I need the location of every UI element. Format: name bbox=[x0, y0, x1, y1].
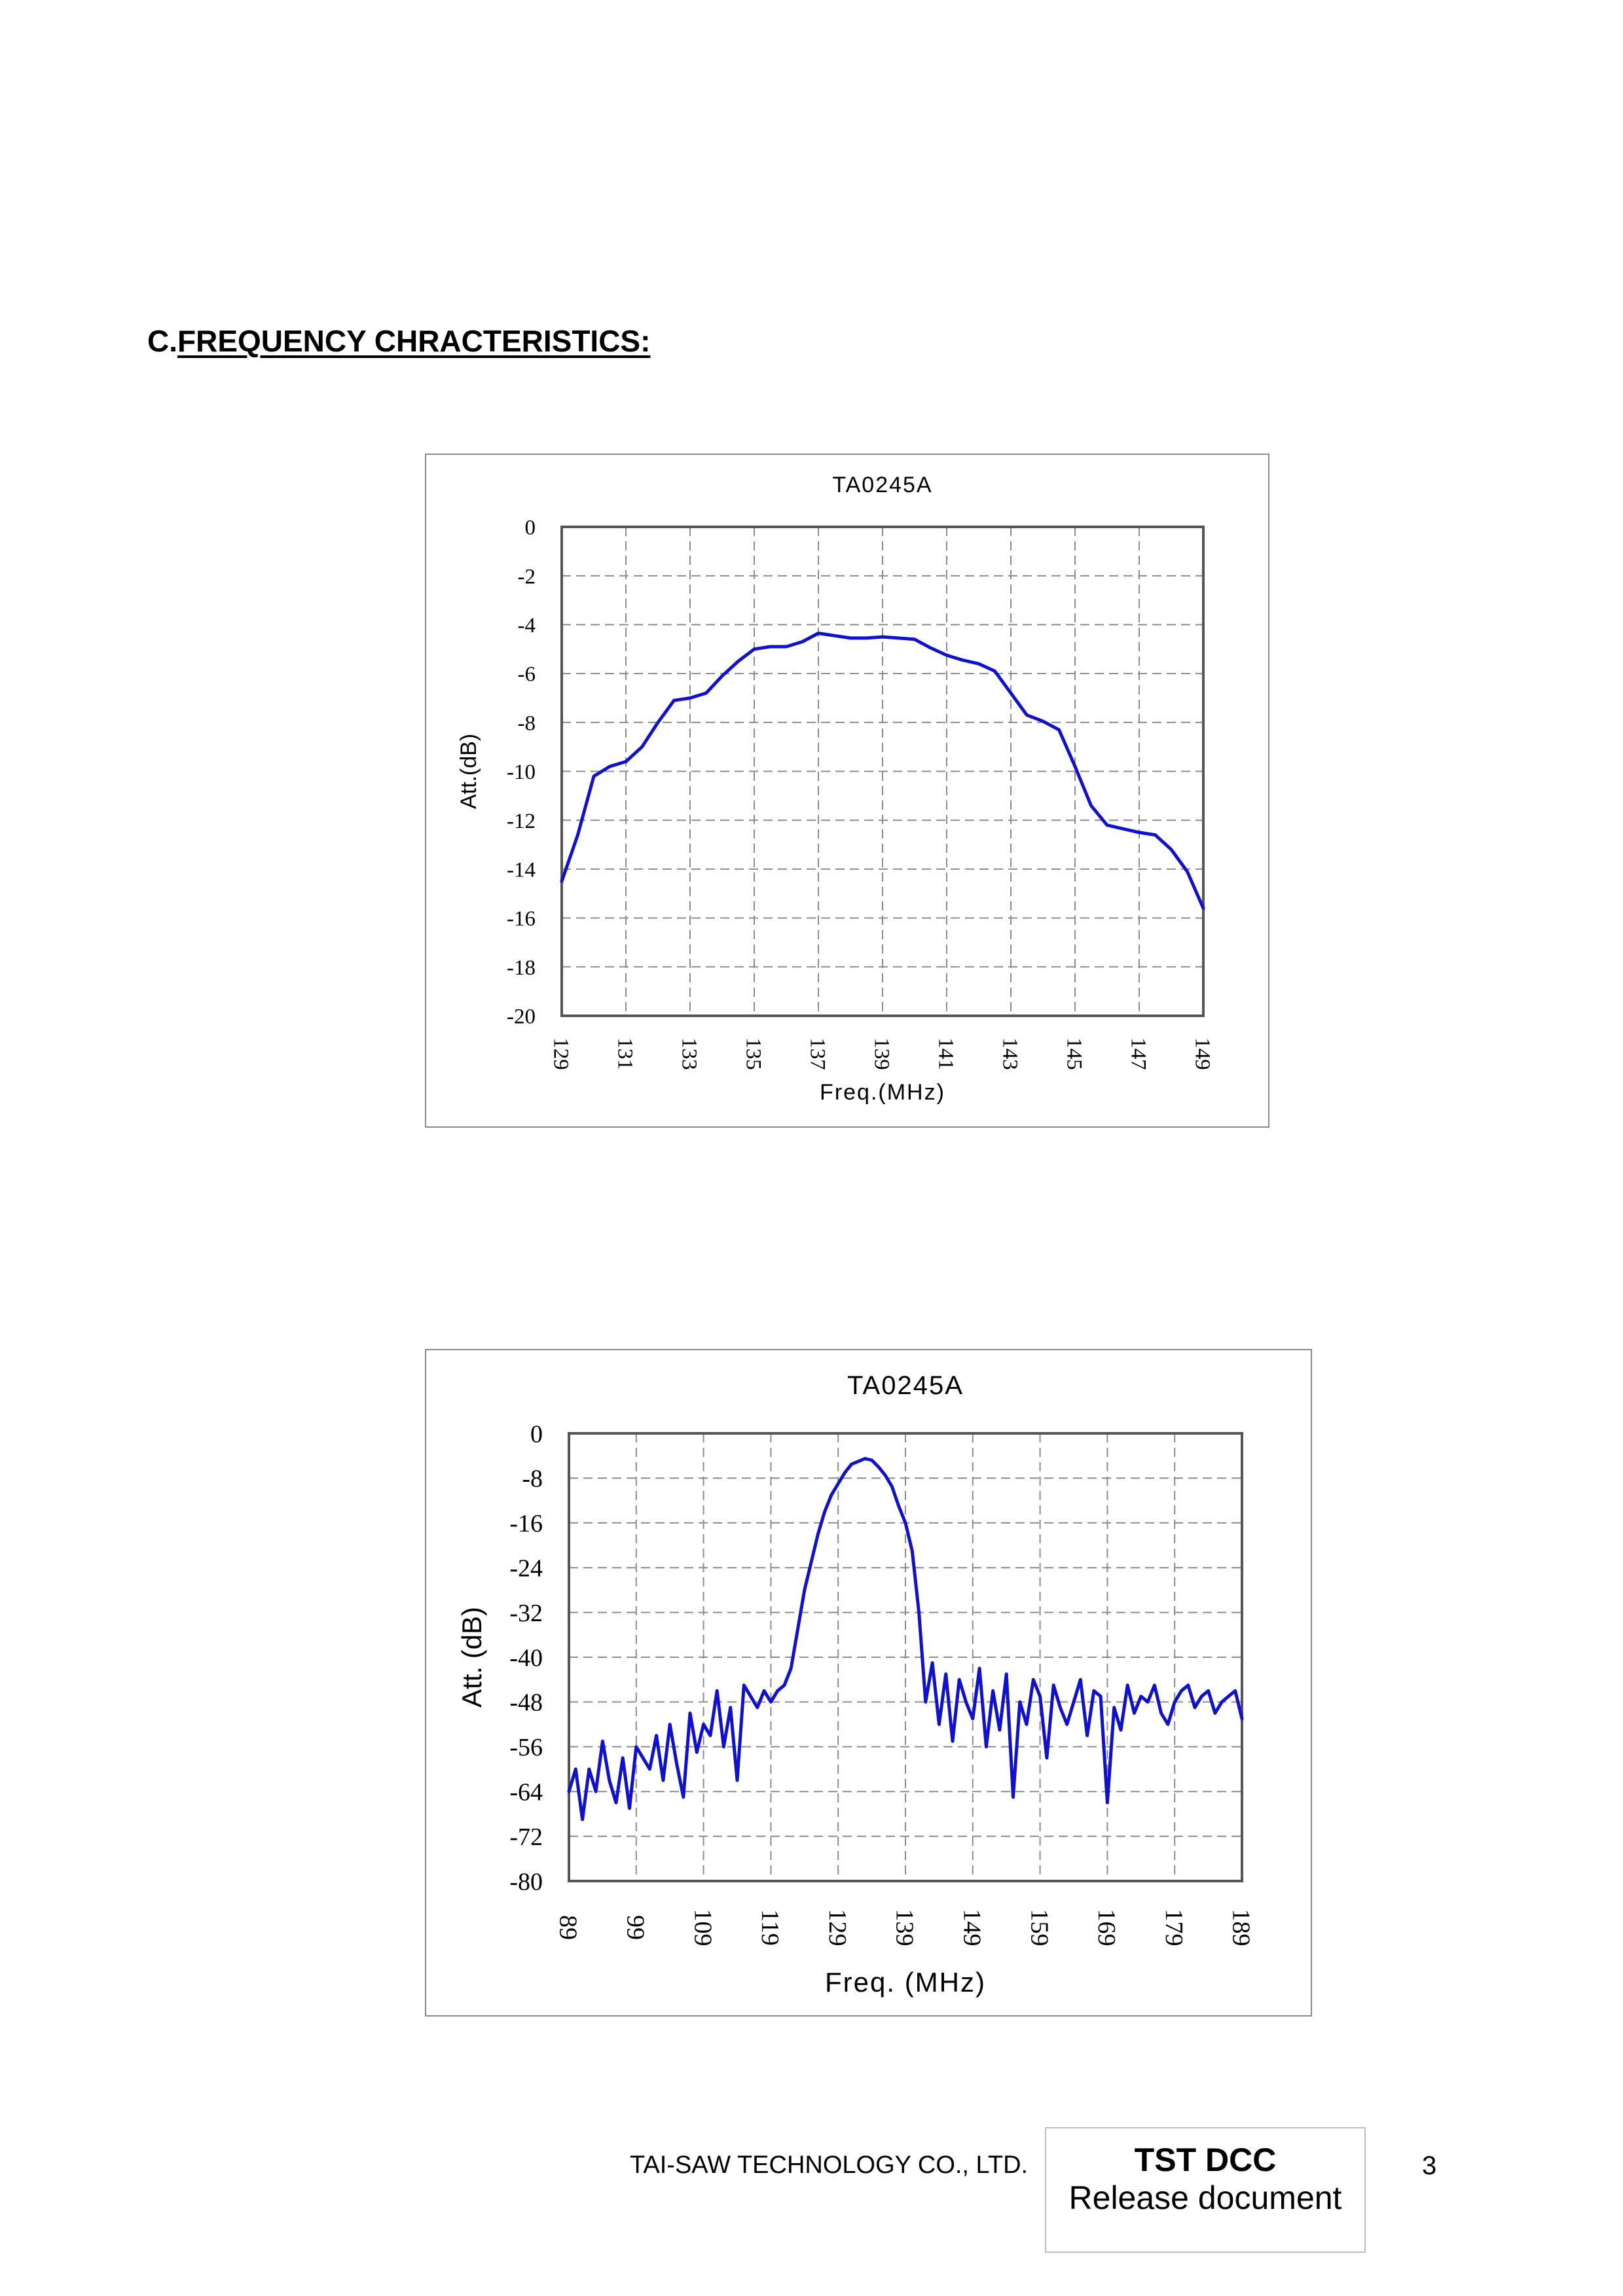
chart-1-xlabel: Freq.(MHz) bbox=[820, 1080, 945, 1105]
chart-1-xtick-label: 133 bbox=[677, 1037, 701, 1070]
chart-2-xtick-label: 109 bbox=[689, 1909, 717, 1946]
chart-1-xtick-label: 135 bbox=[741, 1037, 765, 1070]
chart-1-ytick-label: -18 bbox=[507, 956, 536, 980]
chart-2-ytick-label: -56 bbox=[509, 1734, 543, 1762]
chart-1-ytick-label: -12 bbox=[507, 809, 536, 833]
dcc-line2: Release document bbox=[1068, 2179, 1342, 2216]
chart-1-xtick-label: 137 bbox=[805, 1037, 830, 1070]
section-prefix: C. bbox=[147, 324, 177, 358]
chart-1-ytick-label: -16 bbox=[507, 907, 536, 931]
chart-2-ytick-label: -32 bbox=[509, 1599, 543, 1627]
chart-2-xtick-label: 159 bbox=[1025, 1909, 1053, 1946]
dcc-stamp bbox=[1045, 2127, 1366, 2253]
page-number: 3 bbox=[1422, 2151, 1437, 2180]
chart-2-ytick-label: -24 bbox=[509, 1554, 543, 1583]
chart-2-xtick-label: 119 bbox=[756, 1909, 784, 1946]
chart-1-ytick-label: -14 bbox=[507, 858, 536, 882]
dcc-line1: TST DCC bbox=[1134, 2142, 1277, 2178]
chart-1-xtick-label: 147 bbox=[1126, 1037, 1150, 1070]
footer-company: TAI-SAW TECHNOLOGY CO., LTD. bbox=[630, 2151, 1029, 2179]
chart-2-ytick-label: -48 bbox=[509, 1689, 543, 1717]
chart-2-xtick-label: 129 bbox=[823, 1909, 851, 1946]
chart-2-xtick-label: 189 bbox=[1227, 1909, 1255, 1946]
section-title-text: FREQUENCY CHRACTERISTICS: bbox=[177, 324, 651, 358]
chart-1-xtick-label: 139 bbox=[869, 1037, 894, 1070]
chart-1-ytick-label: -4 bbox=[517, 613, 536, 637]
chart-2-ytick-label: -80 bbox=[509, 1868, 543, 1896]
chart-2-xtick-label: 99 bbox=[621, 1915, 649, 1940]
chart-1-xtick-label: 149 bbox=[1190, 1037, 1214, 1070]
chart-2-xtick-label: 179 bbox=[1159, 1909, 1188, 1946]
chart-2-xtick-label: 139 bbox=[890, 1909, 919, 1946]
chart-2-title: TA0245A bbox=[847, 1371, 964, 1400]
chart-2-ytick-label: -40 bbox=[509, 1644, 543, 1672]
chart-2-ytick-label: 0 bbox=[530, 1420, 543, 1448]
chart-2-ylabel: Att. (dB) bbox=[456, 1606, 487, 1708]
chart-1-ytick-label: -10 bbox=[507, 761, 536, 785]
chart-1-ytick-label: 0 bbox=[524, 516, 536, 540]
chart-2-ytick-label: -72 bbox=[509, 1823, 543, 1851]
chart-1-xtick-label: 131 bbox=[613, 1037, 637, 1070]
chart-2-xtick-label: 169 bbox=[1093, 1909, 1121, 1946]
chart-1-xtick-label: 141 bbox=[934, 1037, 958, 1070]
chart-2-xlabel: Freq. (MHz) bbox=[825, 1967, 986, 1998]
chart-1-xtick-label: 145 bbox=[1062, 1037, 1086, 1070]
chart-1-ylabel: Att.(dB) bbox=[456, 733, 481, 810]
chart-1-xtick-label: 129 bbox=[549, 1037, 573, 1070]
chart-2-xtick-label: 149 bbox=[958, 1909, 986, 1946]
chart-1-ytick-label: -20 bbox=[507, 1005, 536, 1029]
chart-1-ytick-label: -6 bbox=[517, 662, 536, 687]
chart-2-ytick-label: -16 bbox=[509, 1510, 543, 1538]
chart-1-xtick-label: 143 bbox=[998, 1037, 1022, 1070]
chart-1-ytick-label: -2 bbox=[517, 565, 536, 589]
chart-2-ytick-label: -8 bbox=[522, 1465, 543, 1493]
chart-1-ytick-label: -8 bbox=[517, 711, 536, 736]
chart-1-title: TA0245A bbox=[832, 473, 933, 497]
chart-2-ytick-label: -64 bbox=[509, 1778, 543, 1806]
chart-2-xtick-label: 89 bbox=[554, 1915, 582, 1940]
